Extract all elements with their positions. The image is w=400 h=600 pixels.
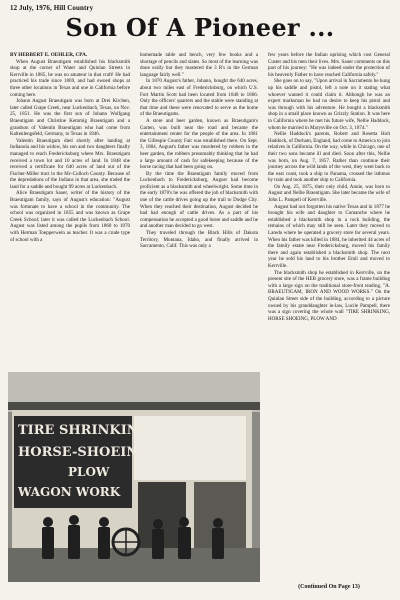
col1-paragraph: Valentin Braeutigam died shortly after landing at Indianola and his widow, his son and two daughters finally managed to reach Fredericksburg where Mrs. Braeutigam received a town lot and 10 acres of land. In 1848 she received a certificate for 640 acres of land out of the Fischer-Miller tract in the Mc-Culloch County. Because of the depredations of the Indians in that area, she traded the land for a saddle and bought 99 acres at Luckenbach.	[10, 137, 130, 190]
article-column-1	[10, 52, 130, 370]
blacksmith-shop-photo	[8, 372, 260, 582]
dateline: 12 July, 1976, Hill Country	[10, 4, 94, 12]
col1-paragraph: When August Braeutigam established his blacksmith shop at the corner of Water and Quinlan Streets in Kerrville in 1885, he was no amateur in that craft! He had practiced his trade since 1869, and had owned shops at three other locations in Texas and one in California before coming here.	[10, 58, 130, 98]
col3-paragraph: Nellie Haddock's parents, Robert and Rosetta Holt Haddock, of Durham, England, had come to America to join relatives in California. On the way, while in Chicago, one of their two sons became ill and died. Soon after this, Nellie was born, on Aug. 7, 1857. Rather than continue their journey across the wild lands of the west, they went back to the east coast, took a ship to Panama, crossed the isthmus by train and took another ship to California.	[268, 131, 390, 184]
sign-text: WAGON WORK	[18, 485, 121, 499]
col2-paragraph: In 1870 August's father, Johann, bought the 640 acres, about two miles east of Fredericksburg, on which U.S. Fort Martin Scott had been located from 1848 to 1866. Only the officers' quarters and the stable were standing at that time and these were renovated to serve as the home of the Braeutigams.	[140, 78, 258, 118]
sign-text: PLOW	[68, 465, 110, 479]
article-column-2	[140, 52, 258, 368]
col3-paragraph: On Aug. 25, 1875, their only child, Annie, was born to August and Nellie Braeutigam. She later became the wife of John L. Pampell of Kerrville.	[268, 183, 390, 204]
col2-paragraph: homemade table and bench, very few books and a shortage of pencils and slates. So most of the learning was done orally but they mastered the 3 R's in the German language fairly well."	[140, 52, 258, 78]
col2-paragraph: A store and beer garden, known as Braeutigam's Garten, was built near the road and became the entertainment center for the people of the area. In 1881 the Gillespie County Fair was established there. On Sept. 3, 1884, August's father was murdered by robbers in the beer garden, the robbers presumably thinking that he had a large amount of cash for safekeeping because of the horse racing that had been going on.	[140, 117, 258, 171]
sign-text: TIRE SHRINKING	[18, 423, 150, 438]
col1-paragraph: Alice Braeutigam Sauer, writer of the history of the Braeutigam family, says of August's education: "August was fortunate to have a school in the community. The school was organized in 1855 and was known as Grape Creek School; later it was called the Luckenbach School. August was listed among the pupils from 1860 to 1870 with Herman Toepperwein as teacher. It was a crude type of school with a	[10, 190, 130, 243]
continued-note: (Continued On Page 13)	[298, 584, 360, 590]
col2-paragraph: By the time the Braeutigam family moved from Luckenbach to Fredericksburg, August had become proficient as a blacksmith and wheelwright. Some time in the early 1870's he was offered the job of blacksmith with one of the cattle drives going up the trail to Dodge City. When they reached their destination, August decided he had had enough of cattle drives. As a part of his compensation he accepted a good horse and saddle and he and another man decided to go west.	[140, 170, 258, 230]
col1-paragraph: Johann August Braeutigam was born at Drei Kirchen, later called Grape Creek, near Luckenbach, Texas, on Nov. 25, 1851. He was the first son of Johann Wolfgang Braeutigam and Christine Kemmig Braeutigam and a grandson of Valentin Braeutigam who had come from Kaltenlengsfeld, Germany, to Texas in 1846.	[10, 98, 130, 138]
col3-paragraph: She goes on to say, "Upon arrival in Sacramento he hung up his saddle and pistol, left a note on it stating what whoever wanted it could claim it. Although he was an expert marksman he had no desire to keep his pistol and was through with his adventure. He bought a blacksmith shop in a small place known as Grizzly Station. It was here in California where he met his future wife, Nellie Haddock, whom he married in Marysville on Oct. 3, 1874."	[268, 78, 390, 131]
byline: BY HERBERT E. OEHLER, CPA.	[10, 52, 88, 58]
article-column-3	[268, 52, 390, 586]
sign-text: HORSE-SHOEING	[18, 445, 150, 460]
col2-paragraph: They traveled through the Black Hills of Dakota Territory, Montana, Idaho, and finally arrived in Sacramento, Calif. This was only a	[140, 230, 258, 250]
photo-illustration	[8, 372, 260, 582]
headline: Son Of A Pioneer ...	[65, 13, 335, 42]
col3-paragraph: August had not forgotten his native Texas and in 1877 he brought his wife and daughter to Comanche where he established a blacksmith shop in a rock building, the remains of which may still be seen. Later they moved to Laredo where he operated a grocery store for several years. When his father was killed in 1884, he inherited 44 acres of the family estate near Fredericksburg, moved his family there and again established a blacksmith shop. The next year he sold his land to his brother Emil and moved to Kerrville.	[268, 203, 390, 269]
col3-paragraph: The blacksmith shop he established in Kerrville, on the present site of the HEB grocery store, was a frame building with a large sign on the traditional store-front reading, "A. BRAEUTIGAM, IRON AND WOOD WORKS." On the Quinlan Street side of the building, according to a picture owned by his granddaughter in-law, Lucile Pampell, there was a sign covering the whole wall "TIRE SHRINKING, HORSE SHOEING, PLOW AND	[268, 269, 390, 322]
col3-paragraph: few years before the Indian uprising which cost General Custer and his men their lives. Mrs. Sauer comments on this part of his journey: "He was indeed under the protection of his heavenly Father to have reached California safely."	[268, 52, 390, 78]
